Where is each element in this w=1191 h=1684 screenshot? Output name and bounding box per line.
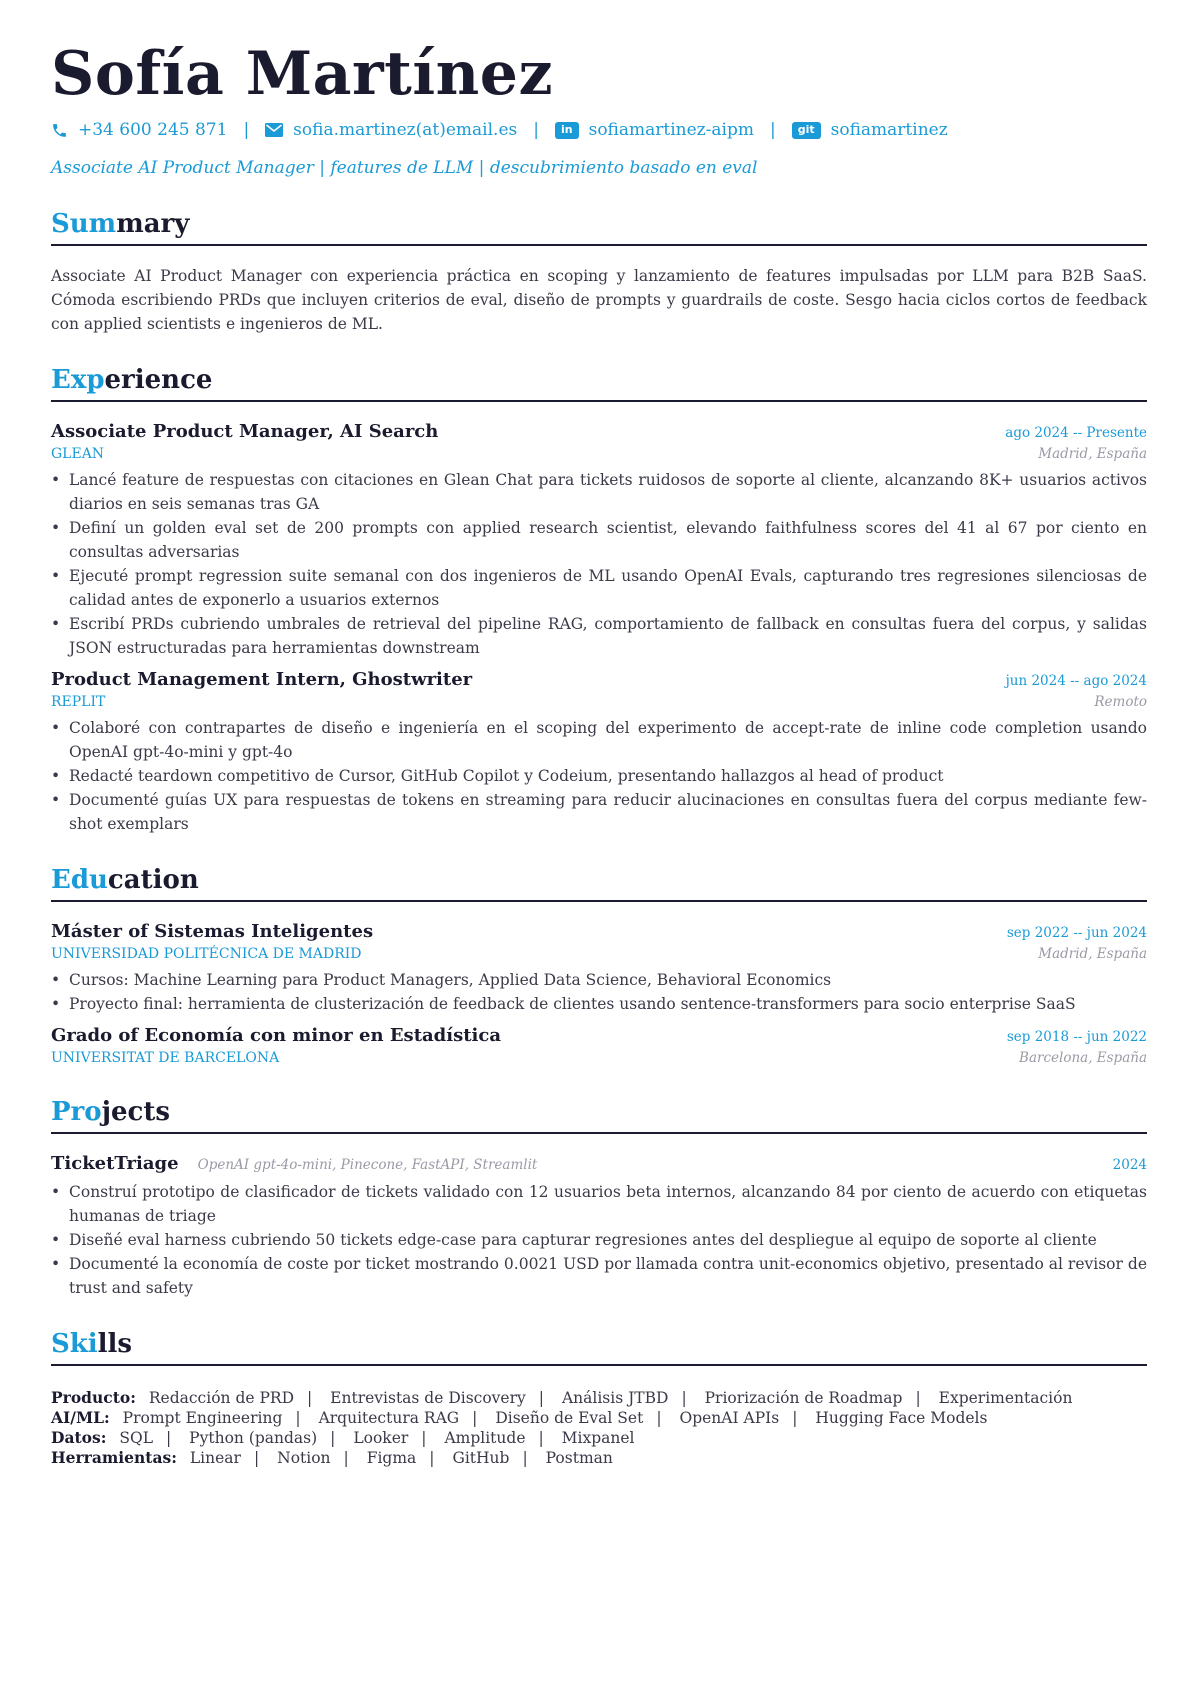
contact-github[interactable] (792, 120, 948, 140)
education-entry (51, 920, 1147, 1016)
section-divider (51, 1132, 1147, 1134)
education-entry (51, 1024, 1147, 1068)
skill-item: Mixpanel (561, 1429, 635, 1447)
education-dates: sep 2022 -- jun 2024 (1006, 925, 1147, 941)
skill-item: Redacción de PRD (148, 1389, 294, 1407)
skill-item: Análisis JTBD (561, 1389, 669, 1407)
section-title: Projects (51, 1097, 171, 1127)
skill-item: Priorización de Roadmap (704, 1389, 903, 1407)
skill-item: Python (pandas) (189, 1429, 318, 1447)
list-item: • Lancé feature de respuestas con citaciones en Glean Chat para tickets ruidosos de soporte al cliente, alcanzando 8K+ usuarios activos diarios en seis semanas tras GA (51, 468, 1147, 516)
institution-name: UNIVERSIDAD POLITÉCNICA DE MADRID (51, 946, 362, 962)
phone-number: +34 600 245 871 (78, 120, 228, 140)
skill-separator: | (681, 1389, 687, 1407)
skills-section (51, 1328, 1147, 1468)
degree-title: Grado of Economía con minor en Estadística (51, 1025, 501, 1046)
company-name: REPLIT (51, 694, 106, 710)
education-location: Barcelona, España (1019, 1050, 1147, 1066)
contact-bar (51, 118, 1147, 142)
job-dates: ago 2024 -- Presente (1005, 425, 1147, 441)
skill-item: Arquitectura RAG (318, 1409, 460, 1427)
skill-item: Notion (277, 1449, 331, 1467)
job-location: Remoto (1094, 694, 1147, 710)
contact-phone[interactable] (51, 120, 227, 140)
linkedin-icon: in (555, 122, 579, 139)
skill-separator: | (538, 1389, 545, 1407)
experience-entry (51, 668, 1147, 836)
skill-separator: | (307, 1389, 313, 1407)
education-dates: sep 2018 -- jun 2022 (1006, 1029, 1147, 1045)
experience-entry (51, 420, 1147, 660)
project-tech-stack: OpenAI gpt-4o-mini, Pinecone, FastAPI, Streamlit (197, 1157, 538, 1173)
skill-item: Linear (189, 1449, 241, 1467)
skill-row (51, 1388, 1147, 1408)
job-location: Madrid, España (1038, 446, 1147, 462)
skill-item: Amplitude (444, 1429, 526, 1447)
list-item: • Diseñé eval harness cubriendo 50 tickets edge-case para capturar regresiones antes del despliegue al equipo de soporte al cliente (51, 1228, 1147, 1252)
section-title: Experience (51, 365, 213, 395)
summary-section (51, 208, 1147, 336)
skill-category: AI/ML: (51, 1408, 110, 1427)
list-item: • Redacté teardown competitivo de Cursor, GitHub Copilot y Codeium, presentando hallazgos al head of product (51, 764, 1147, 788)
candidate-name (51, 36, 1147, 112)
github-handle: sofiamartinez (830, 120, 948, 140)
skill-item: Figma (366, 1449, 417, 1467)
degree-title: Máster of Sistemas Inteligentes (51, 921, 374, 942)
skill-separator: | (915, 1389, 921, 1407)
skill-item: Prompt Engineering (122, 1409, 283, 1427)
skill-separator: | (330, 1429, 336, 1447)
skill-item: Looker (353, 1429, 409, 1447)
skill-separator: | (656, 1409, 662, 1427)
list-item: • Escribí PRDs cubriendo umbrales de retrieval del pipeline RAG, comportamiento de fallback en consultas fuera del corpus, y salidas JSON estructuradas para herramientas downstream (51, 612, 1147, 660)
skill-separator: | (343, 1449, 349, 1467)
company-name: GLEAN (51, 446, 105, 462)
project-entry (51, 1152, 1147, 1300)
skill-separator: | (295, 1409, 301, 1427)
section-divider (51, 1364, 1147, 1366)
email-address: sofia.martinez(at)email.es (293, 120, 518, 140)
git-icon: git (792, 122, 821, 139)
skill-item: OpenAI APIs (679, 1409, 780, 1427)
list-item: • Documenté la economía de coste por ticket mostrando 0.0021 USD por llamada contra unit-economics objetivo, presentado al revisor de trust and safety (51, 1252, 1147, 1300)
skill-item: Hugging Face Models (815, 1409, 988, 1427)
bullet-list (51, 1180, 1147, 1300)
skill-row (51, 1448, 1147, 1468)
list-item: • Construí prototipo de clasificador de tickets validado con 12 usuarios beta internos, alcanzando 84 por ciento de acuerdo con etiquetas humanas de triage (51, 1180, 1147, 1228)
bullet-list (51, 716, 1147, 836)
resume-page (51, 36, 1147, 1468)
list-item: • Colaboré con contrapartes de diseño e ingeniería en el scoping del experimento de accept-rate de inline code completion usando OpenAI gpt-4o-mini y gpt-4o (51, 716, 1147, 764)
skills-list (51, 1388, 1147, 1468)
project-year: 2024 (1112, 1157, 1147, 1173)
list-item: • Proyecto final: herramienta de clusterización de feedback de clientes usando sentence-transformers para socio enterprise SaaS (51, 992, 1147, 1016)
skill-item: GitHub (452, 1449, 510, 1467)
institution-name: UNIVERSITAT DE BARCELONA (51, 1050, 280, 1066)
last-name: Martínez (245, 39, 554, 109)
skill-row (51, 1428, 1147, 1448)
skill-item: Postman (545, 1449, 613, 1467)
projects-section (51, 1096, 1147, 1300)
skill-separator: | (166, 1429, 172, 1447)
skill-separator: | (421, 1429, 427, 1447)
education-section (51, 864, 1147, 1068)
skill-separator: | (522, 1449, 528, 1467)
summary-text: Associate AI Product Manager con experiencia práctica en scoping y lanzamiento de features impulsadas por LLM para B2B SaaS. Cómoda escribiendo PRDs que incluyen criterios de eval, diseño de prompts y guardrails de coste. Sesgo hacia ciclos cortos de feedback con applied scientists e ingenieros de ML. (51, 267, 1147, 333)
contact-separator: | (769, 120, 776, 140)
skill-separator: | (253, 1449, 260, 1467)
tagline: Associate AI Product Manager | features de LLM | descubrimiento basado en eval (51, 158, 758, 178)
project-name: TicketTriage (51, 1153, 179, 1174)
list-item: • Cursos: Machine Learning para Product Managers, Applied Data Science, Behavioral Economics (51, 968, 1147, 992)
linkedin-handle: sofiamartinez-aipm (588, 120, 754, 140)
job-dates: jun 2024 -- ago 2024 (1005, 673, 1147, 689)
section-title: Summary (51, 209, 190, 239)
experience-section (51, 364, 1147, 836)
job-title: Product Management Intern, Ghostwriter (51, 669, 473, 690)
contact-linkedin[interactable] (555, 120, 754, 140)
skill-separator: | (792, 1409, 798, 1427)
phone-icon (51, 122, 68, 139)
list-item: • Ejecuté prompt regression suite semanal con dos ingenieros de ML usando OpenAI Evals, capturando tres regresiones silenciosas de calidad antes de exponerlo a usuarios externos (51, 564, 1147, 612)
skill-item: Diseño de Eval Set (495, 1409, 644, 1427)
skill-item: Experimentación (938, 1389, 1073, 1407)
list-item: • Documenté guías UX para respuestas de tokens en streaming para reducir alucinaciones en consultas fuera del corpus mediante few-shot exemplars (51, 788, 1147, 836)
skill-item: SQL (119, 1429, 153, 1447)
contact-email[interactable] (265, 120, 517, 140)
list-item: • Definí un golden eval set de 200 prompts con applied research scientist, elevando faithfulness scores del 41 al 67 por ciento en consultas adversarias (51, 516, 1147, 564)
skill-item: Entrevistas de Discovery (330, 1389, 526, 1407)
skill-separator: | (472, 1409, 478, 1427)
bullet-list (51, 468, 1147, 660)
skill-category: Producto: (51, 1388, 136, 1407)
skill-separator: | (429, 1449, 435, 1467)
skill-category: Herramientas: (51, 1448, 177, 1467)
education-location: Madrid, España (1038, 946, 1147, 962)
section-divider (51, 400, 1147, 402)
contact-separator: | (533, 120, 539, 140)
skill-row (51, 1408, 1147, 1428)
skill-category: Datos: (51, 1428, 107, 1447)
section-title: Skills (51, 1329, 133, 1359)
section-divider (51, 244, 1147, 246)
skill-separator: | (538, 1429, 544, 1447)
section-divider (51, 900, 1147, 902)
job-title: Associate Product Manager, AI Search (51, 421, 439, 442)
bullet-list (51, 968, 1147, 1016)
first-name: Sofía (51, 39, 225, 109)
contact-separator: | (243, 120, 250, 140)
envelope-icon (265, 123, 283, 137)
section-title: Education (51, 865, 199, 895)
